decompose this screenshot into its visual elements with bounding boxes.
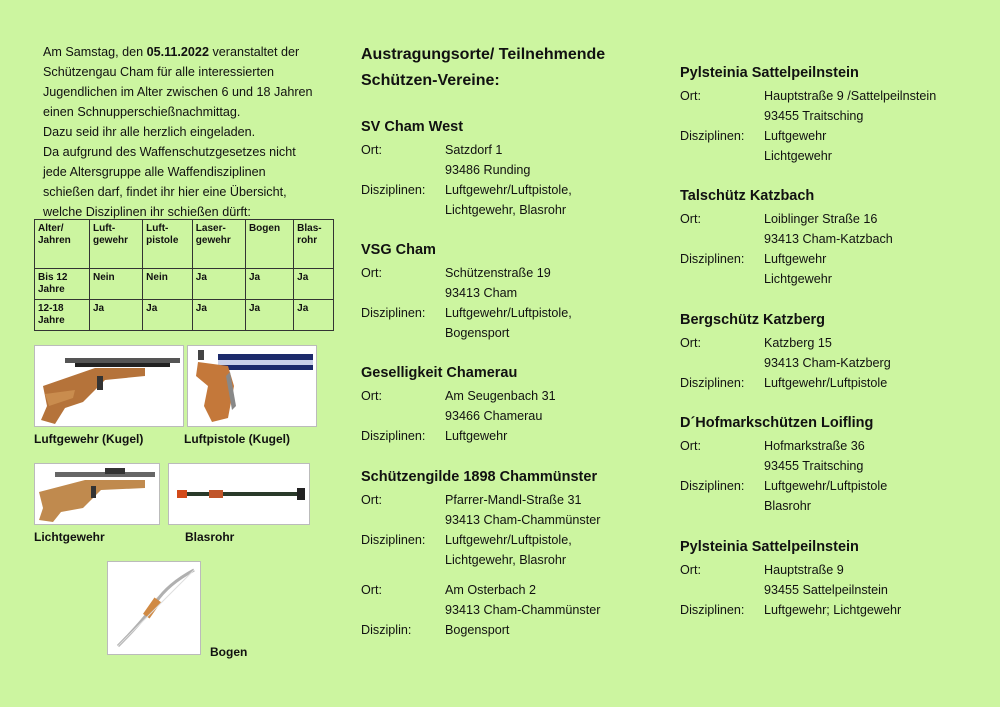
luftgewehr-caption: Luftgewehr (Kugel): [34, 432, 144, 446]
table-cell: Nein: [90, 269, 143, 300]
club-pylsteinia-2: Pylsteinia Sattelpeilnstein Ort: Hauptstraße 9 93455 Sattelpeilnstein Disziplinen: Luftgewehr; Lichtgewehr: [680, 536, 980, 620]
bogen-image: [107, 561, 201, 655]
club-name: D´Hofmarkschützen Loifling: [680, 415, 874, 431]
table-cell: Ja: [245, 300, 293, 331]
intro-line: Schützengau Cham für alle interessierten: [43, 65, 275, 79]
table-cell: Ja: [192, 300, 245, 331]
table-header-cell: Luft- pistole: [143, 220, 193, 269]
lichtgewehr-image: [34, 463, 160, 525]
club-name: Pylsteinia Sattelpeilnstein: [680, 65, 859, 81]
column-venues-1: [361, 42, 661, 637]
club-talschuetz-katzbach: Talschütz Katzbach Ort: Loiblinger Straße 16 93413 Cham-Katzbach Disziplinen: Luftgewehr Lichtgewehr: [680, 185, 980, 289]
club-sv-cham-west: SV Cham West Ort: Satzdorf 1 93486 Runding Disziplinen: Luftgewehr/Luftpistole, Lichtgewehr, Blasrohr: [361, 116, 661, 220]
table-cell: Ja: [294, 269, 334, 300]
table-cell: Ja: [90, 300, 143, 331]
intro-line: welche Disziplinen ihr schießen dürft:: [43, 205, 251, 219]
intro-text: [43, 42, 343, 222]
club-name: Talschütz Katzbach: [680, 188, 815, 204]
event-date: 05.11.2022: [146, 45, 209, 59]
table-cell: Ja: [143, 300, 193, 331]
club-name: Pylsteinia Sattelpeilnstein: [680, 539, 859, 555]
lichtgewehr-caption: Lichtgewehr: [34, 530, 105, 544]
table-cell: Nein: [143, 269, 193, 300]
bogen-caption: Bogen: [210, 645, 248, 659]
intro-line: Dazu seid ihr alle herzlich eingeladen.: [43, 125, 256, 139]
club-name: SV Cham West: [361, 119, 464, 135]
table-cell: Bis 12 Jahre: [35, 269, 90, 300]
table-cell: 12-18 Jahre: [35, 300, 90, 331]
venues-title: Austragungsorte/ Teilnehmende Schützen-Vereine:: [361, 46, 606, 89]
blasrohr-image: [168, 463, 310, 525]
blasrohr-caption: Blasrohr: [185, 530, 235, 544]
table-header-cell: Blas- rohr: [294, 220, 334, 269]
club-hofmarkschuetzen-loifling: D´Hofmarkschützen Loifling Ort: Hofmarkstraße 36 93455 Traitsching Disziplinen: Luftgewehr/Luftpistole Blasrohr: [680, 412, 980, 516]
club-name: Bergschütz Katzberg: [680, 312, 826, 328]
table-cell: Ja: [294, 300, 334, 331]
table-row: [35, 269, 334, 300]
table-header-cell: Alter/ Jahren: [35, 220, 90, 269]
club-vsg-cham: VSG Cham Ort: Schützenstraße 19 93413 Cham Disziplinen: Luftgewehr/Luftpistole, Bogensport: [361, 239, 661, 343]
club-bergschuetz-katzberg: Bergschütz Katzberg Ort: Katzberg 15 93413 Cham-Katzberg Disziplinen: Luftgewehr/Luftpistole: [680, 309, 980, 393]
club-schuetzengilde-chammuenster: Schützengilde 1898 Chammünster Ort: Pfarrer-Mandl-Straße 31 93413 Cham-Chammünster Disziplinen: Luftgewehr/Luftpistole, Lichtgewehr, Blasrohr Ort: Am Osterbach 2 93413 Cham-Chammünster Disziplin: Bogensport: [361, 466, 661, 640]
luftpistole-caption: Luftpistole (Kugel): [184, 432, 290, 446]
club-name: Schützengilde 1898 Chammünster: [361, 469, 598, 485]
age-discipline-table: [34, 219, 334, 331]
club-geselligkeit-chamerau: Geselligkeit Chamerau Ort: Am Seugenbach 31 93466 Chamerau Disziplinen: Luftgewehr: [361, 362, 661, 446]
table-header-row: [35, 220, 334, 269]
club-name: Geselligkeit Chamerau: [361, 365, 518, 381]
luftgewehr-image: [34, 345, 184, 427]
table-cell: Ja: [192, 269, 245, 300]
table-cell: Ja: [245, 269, 293, 300]
club-name: VSG Cham: [361, 242, 436, 258]
intro-line: Jugendlichen im Alter zwischen 6 und 18 Jahren: [43, 85, 313, 99]
table-row: [35, 300, 334, 331]
intro-line: Da aufgrund des Waffenschutzgesetzes nicht: [43, 145, 296, 159]
intro-line-1: Am Samstag, den 05.11.2022 veranstaltet der: [43, 45, 300, 59]
table-header-cell: Luft- gewehr: [90, 220, 143, 269]
luftpistole-image: [187, 345, 317, 427]
intro-line: schießen darf, findet ihr hier eine Übersicht,: [43, 185, 287, 199]
intro-line: einen Schnupperschießnachmittag.: [43, 105, 241, 119]
table-header-cell: Bogen: [245, 220, 293, 269]
table-header-cell: Laser- gewehr: [192, 220, 245, 269]
club-pylsteinia-1: Pylsteinia Sattelpeilnstein Ort: Hauptstraße 9 /Sattelpeilnstein 93455 Traitsching Disziplinen: Luftgewehr Lichtgewehr: [680, 62, 980, 166]
intro-line: jede Altersgruppe alle Waffendisziplinen: [43, 165, 266, 179]
